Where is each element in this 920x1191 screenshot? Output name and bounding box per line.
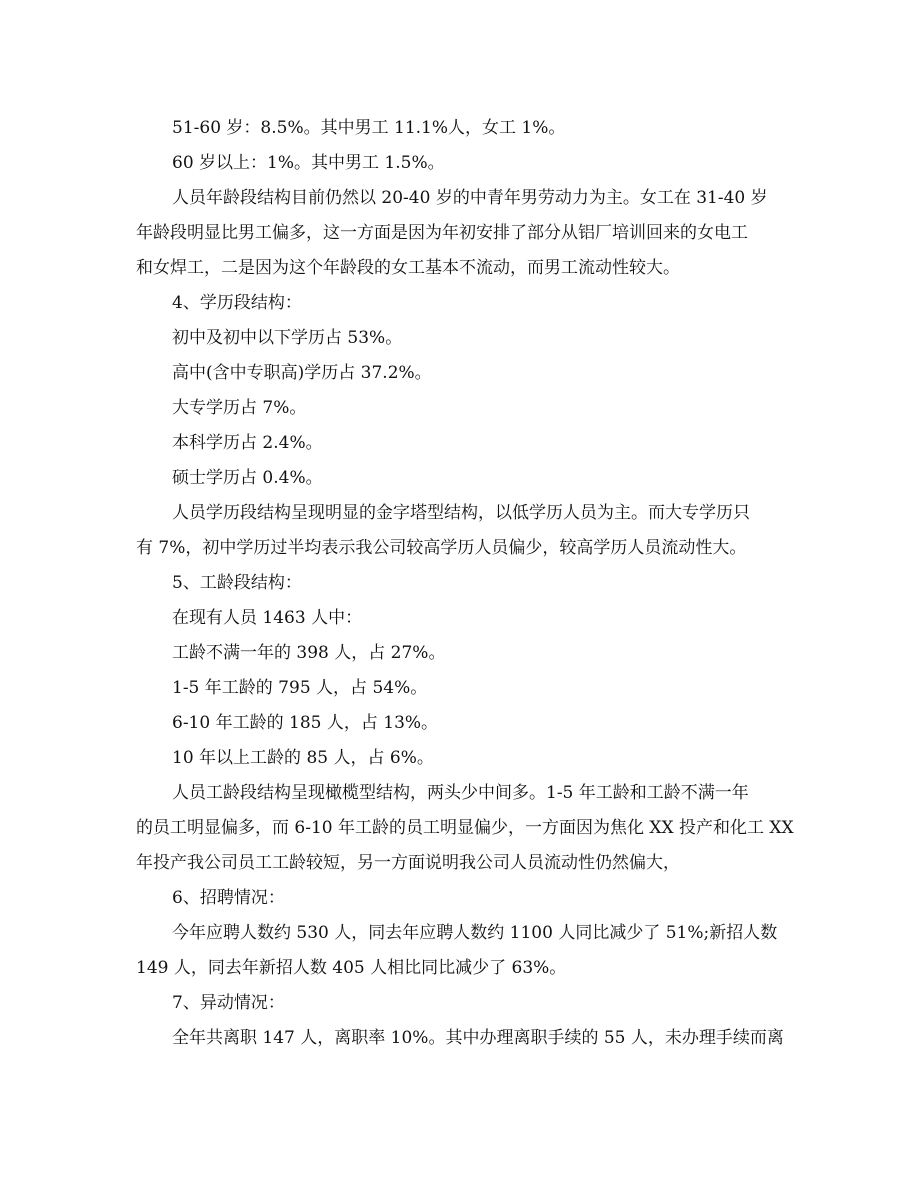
text-line: 51-60 岁：8.5%。其中男工 11.1%人，女工 1%。 xyxy=(172,118,566,138)
text-line: 年龄段明显比男工偏多，这一方面是因为年初安排了部分从铝厂培训回来的女电工 xyxy=(136,223,748,243)
section-heading: 7、异动情况： xyxy=(172,993,285,1013)
text-line: 有 7%，初中学历过半均表示我公司较高学历人员偏少，较高学历人员流动性大。 xyxy=(136,538,747,558)
document-body xyxy=(136,111,794,1056)
text-line: 大专学历占 7%。 xyxy=(172,398,307,418)
text-line: 人员学历段结构呈现明显的金字塔型结构，以低学历人员为主。而大专学历只 xyxy=(172,503,750,523)
text-line: 人员工龄段结构呈现橄榄型结构，两头少中间多。1-5 年工龄和工龄不满一年 xyxy=(172,783,749,803)
text-line: 工龄不满一年的 398 人，占 27%。 xyxy=(172,643,446,663)
section-heading: 4、学历段结构： xyxy=(172,293,302,313)
text-line: 的员工明显偏多，而 6-10 年工龄的员工明显偏少，一方面因为焦化 XX 投产和化工 XX xyxy=(136,818,794,838)
text-line: 硕士学历占 0.4%。 xyxy=(172,468,323,488)
text-line: 高中(含中专职高)学历占 37.2%。 xyxy=(172,363,432,383)
text-line: 1-5 年工龄的 795 人，占 54%。 xyxy=(172,678,428,698)
text-line: 在现有人员 1463 人中： xyxy=(172,608,363,628)
text-line: 本科学历占 2.4%。 xyxy=(172,433,323,453)
text-line: 全年共离职 147 人，离职率 10%。其中办理离职手续的 55 人，未办理手续而离 xyxy=(172,1028,784,1048)
text-line: 人员年龄段结构目前仍然以 20-40 岁的中青年男劳动力为主。女工在 31-40 岁 xyxy=(172,188,768,208)
text-line: 149 人，同去年新招人数 405 人相比同比减少了 63%。 xyxy=(136,958,567,978)
text-line: 初中及初中以下学历占 53%。 xyxy=(172,328,403,348)
text-line: 10 年以上工龄的 85 人，占 6%。 xyxy=(172,748,434,768)
section-heading: 5、工龄段结构： xyxy=(172,573,302,593)
section-heading: 6、招聘情况： xyxy=(172,888,285,908)
text-line: 6-10 年工龄的 185 人，占 13%。 xyxy=(172,713,439,733)
text-line: 年投产我公司员工工龄较短，另一方面说明我公司人员流动性仍然偏大， xyxy=(136,853,680,873)
text-line: 和女焊工，二是因为这个年龄段的女工基本不流动，而男工流动性较大。 xyxy=(136,258,680,278)
text-line: 今年应聘人数约 530 人，同去年应聘人数约 1100 人同比减少了 51%;新招人数 xyxy=(172,923,778,943)
text-line: 60 岁以上：1%。其中男工 1.5%。 xyxy=(172,153,445,173)
